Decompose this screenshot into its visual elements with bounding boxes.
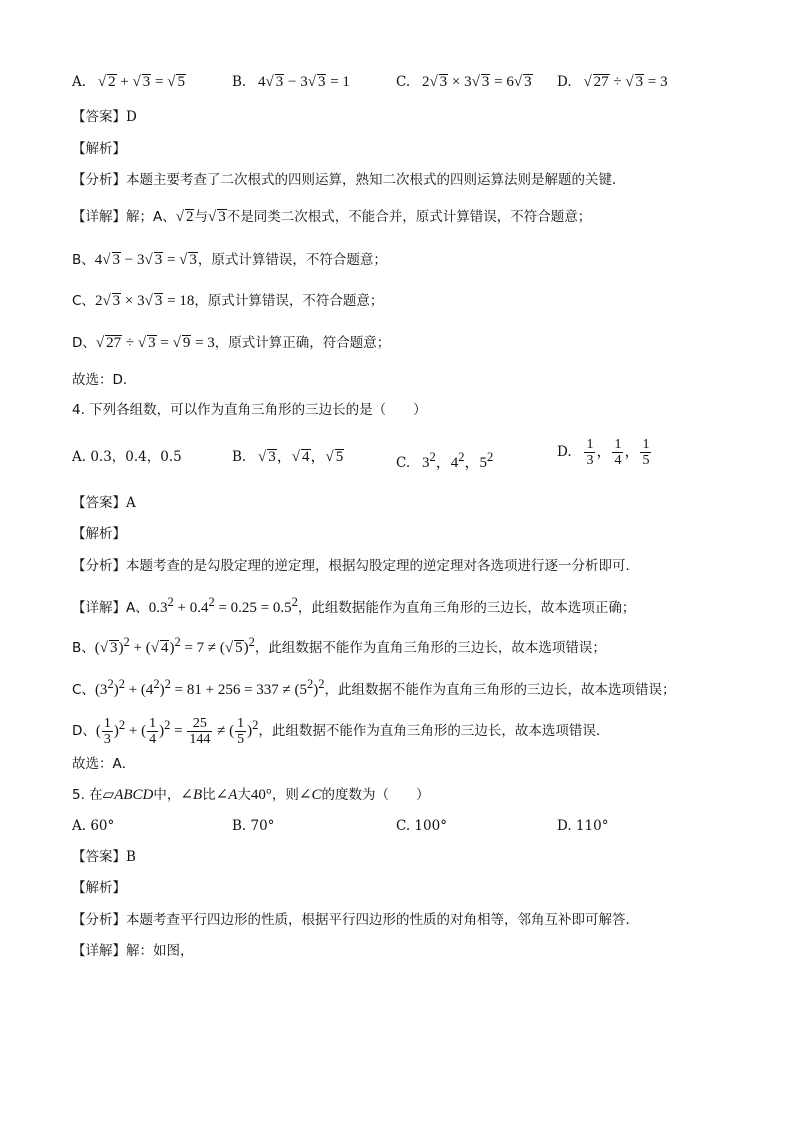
math-expression: √ 3 — [207, 209, 226, 225]
detail-text: ，原式计算正确，符合题意； — [214, 335, 391, 351]
q3-conclusion — [72, 370, 754, 390]
math-expression: ∠A — [215, 787, 238, 803]
q4-detail-b — [72, 632, 754, 658]
question-stem: 5. 在 — [72, 787, 103, 803]
answer-value: A — [126, 495, 136, 511]
analysis-tag: 【分析】 — [72, 172, 126, 188]
answer-tag: 【答案】 — [72, 849, 126, 865]
math-expression: 2√ 3 × 3√ 3 = 18 — [94, 293, 195, 309]
q3-analysis — [72, 170, 754, 190]
q5-option-a — [72, 816, 114, 836]
analysis-text: 本题考查的是勾股定理的逆定理，根据勾股定理的逆定理对各选项进行逐一分析即可． — [126, 558, 639, 574]
option-text: C. 100° — [396, 818, 447, 834]
detail-text: C、 — [72, 293, 95, 309]
conclusion-text: 故选：D． — [72, 372, 137, 388]
math-expression: 40° — [250, 787, 272, 803]
detail-text: 不是同类二次根式，不能合并，原式计算错误，不符合题意； — [226, 209, 592, 225]
detail-text: D、 — [72, 335, 96, 351]
detail-text: A、 — [126, 600, 149, 616]
analysis-tag: 【分析】 — [72, 912, 126, 928]
q5-analysis — [72, 910, 754, 930]
q4-detail-c — [72, 674, 754, 700]
q3-jiexi — [72, 139, 754, 159]
conclusion-text: 故选：A． — [72, 756, 136, 772]
detail-text: B、 — [72, 252, 95, 268]
question-stem: 中， — [153, 787, 181, 803]
q5-option-b — [232, 816, 274, 836]
detail-text: ，此组数据不能作为直角三角形的三边长，故本选项错误； — [254, 640, 606, 656]
detail-text: B、 — [72, 640, 95, 656]
analysis-tag: 【分析】 — [72, 558, 126, 574]
q3-detail-b — [72, 250, 754, 270]
option-text: D. 110° — [557, 818, 609, 834]
math-expression: ▱ABCD — [102, 787, 154, 803]
answer-value: B — [126, 849, 136, 865]
detail-text: ，原式计算错误，不符合题意； — [197, 252, 387, 268]
q3-detail-c — [72, 291, 754, 311]
detail-text: 与 — [194, 209, 208, 225]
q3-option-c — [396, 72, 533, 92]
q5-stem — [72, 785, 754, 805]
math-expression: ∠C — [298, 787, 322, 803]
q3-detail-d — [72, 333, 754, 353]
q4-answer — [72, 493, 754, 513]
math-expression: (√ 3)$^2$ + (√ 4)$^2$ = 7 ≠ (√ 5)$^2$ — [94, 635, 255, 656]
option-text: A. 60° — [72, 818, 115, 834]
jiexi-tag: 【解析】 — [72, 141, 126, 157]
q4-option-b — [232, 447, 344, 467]
detail-text: ，此组数据不能作为直角三角形的三边长，故本选项错误； — [324, 682, 676, 698]
option-label: B. — [232, 74, 247, 90]
question-stem: ，则 — [271, 787, 299, 803]
analysis-text: 本题考查平行四边形的性质，根据平行四边形的性质的对角相等，邻角互补即可解答． — [126, 912, 639, 928]
q5-detail — [72, 941, 754, 961]
answer-tag: 【答案】 — [72, 495, 126, 511]
option-label: C. — [396, 74, 411, 90]
question-stem: 的度数为（ ） — [321, 787, 430, 803]
q4-option-d — [557, 437, 652, 468]
detail-tag: 【详解】 — [72, 600, 126, 616]
option-text: B. 70° — [232, 818, 275, 834]
detail-text: C、 — [72, 682, 95, 698]
math-expression: √ 2 — [175, 209, 194, 225]
q4-detail-d — [72, 708, 754, 748]
answer-value: D — [126, 109, 137, 125]
q3-option-a — [72, 72, 186, 92]
math-expression: 2√ 3 × 3√ 3 = 6√ 3 — [414, 74, 532, 90]
q3-option-b — [232, 72, 350, 92]
q3-option-d — [557, 72, 668, 92]
q5-option-c — [396, 816, 447, 836]
detail-text: ，原式计算错误，不符合题意； — [194, 293, 384, 309]
detail-text: 解：如图， — [126, 943, 194, 959]
detail-text: D、 — [72, 723, 96, 739]
q3-answer — [72, 107, 754, 127]
option-label: D. — [557, 74, 572, 90]
math-expression: 4√ 3 − 3√ 3 = 1 — [250, 74, 350, 90]
math-expression: $3^2$，$4^2$，$5^2$ — [414, 450, 494, 471]
option-label: D. — [557, 443, 572, 460]
math-expression: $0.3^2 + 0.4^2 = 0.25 = 0.5^2$ — [148, 595, 298, 616]
math-expression: √ 2 + √ 3 = √ 5 — [97, 74, 185, 90]
q5-option-d — [557, 816, 608, 836]
math-expression: ∠B — [180, 787, 203, 803]
q5-answer — [72, 847, 754, 867]
question-stem: 比 — [202, 787, 216, 803]
q4-detail-a — [72, 592, 754, 618]
analysis-text: 本题主要考查了二次根式的四则运算，熟知二次根式的四则运算法则是解题的关键． — [126, 172, 626, 188]
detail-tag: 【详解】 — [72, 943, 126, 959]
option-text: A. 0.3，0.4，0.5 — [72, 449, 182, 465]
question-stem: 4. 下列各组数，可以作为直角三角形的三边长的是（ ） — [72, 402, 427, 418]
detail-text: 解；A、 — [126, 209, 176, 225]
detail-text: ，此组数据不能作为直角三角形的三边长，故本选项错误． — [258, 723, 610, 739]
math-expression: 4√ 3 − 3√ 3 = √ 3 — [94, 252, 197, 268]
detail-text: ，此组数据能作为直角三角形的三边长，故本选项正确； — [297, 600, 636, 616]
math-expression: ( $\frac{1}{3}$ )$^2$ + ( $\frac{1}{4}$ )$^2$ = $\frac{25}{144}$ ≠ ( $\frac{1}{5}$ )$^2$ — [95, 716, 259, 748]
q4-conclusion — [72, 754, 754, 774]
option-label: B. — [232, 449, 247, 465]
q4-analysis — [72, 556, 754, 576]
jiexi-tag: 【解析】 — [72, 526, 126, 542]
answer-tag: 【答案】 — [72, 109, 126, 125]
q5-jiexi — [72, 878, 754, 898]
math-expression: $(3^2)^2 + (4^2)^2 = 81 + 256 = 337 \ne (5^2)^2$ — [94, 677, 325, 698]
q4-stem — [72, 400, 754, 420]
option-label: A. — [72, 74, 87, 90]
q4-option-c — [396, 447, 493, 473]
option-label: C. — [396, 455, 411, 471]
q4-option-a — [72, 447, 182, 467]
math-expression: √ 3，√ 4，√ 5 — [258, 449, 344, 465]
q4-jiexi — [72, 524, 754, 544]
q3-detail-a — [72, 207, 754, 227]
math-expression: √ 27 ÷ √ 3 = 3 — [583, 74, 668, 90]
jiexi-tag: 【解析】 — [72, 880, 126, 896]
math-expression: $\frac{1}{3}$ ， $\frac{1}{4}$ ， $\frac{1}{5}$ — [586, 437, 650, 468]
question-stem: 大 — [237, 787, 251, 803]
math-expression: √ 27 ÷ √ 3 = √ 9 = 3 — [95, 335, 215, 351]
detail-tag: 【详解】 — [72, 209, 126, 225]
